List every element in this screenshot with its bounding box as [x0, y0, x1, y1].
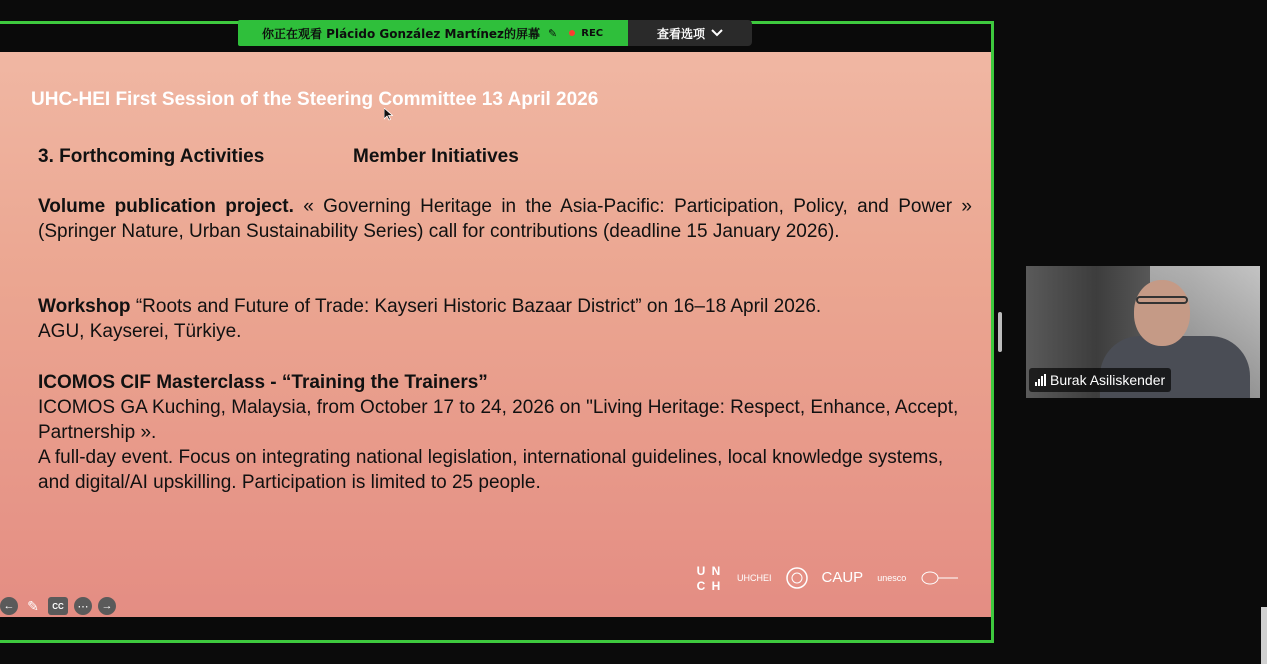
section-right: Member Initiatives	[353, 146, 519, 167]
participant-name: Burak Asiliskender	[1050, 372, 1166, 388]
section-left: 3. Forthcoming Activities	[38, 146, 265, 167]
icomos-paragraph	[38, 370, 972, 495]
next-icon[interactable]: →	[98, 597, 116, 615]
unc-letter: C	[696, 578, 706, 593]
more-icon[interactable]: ⋯	[74, 597, 92, 615]
volume-lead: Volume publication project.	[38, 196, 294, 217]
prev-icon[interactable]: ←	[0, 597, 18, 615]
unc-logo	[694, 564, 723, 593]
workshop-lead: Workshop	[38, 296, 131, 317]
captions-icon[interactable]: CC	[48, 597, 68, 615]
participant-name-tag	[1029, 368, 1171, 392]
unc-letter: H	[711, 578, 721, 593]
slide-controls	[0, 597, 116, 615]
person-head	[1134, 280, 1190, 346]
cursor-icon	[384, 108, 393, 121]
annotate-icon[interactable]: ✎	[27, 597, 39, 614]
rec-label: REC	[581, 27, 604, 39]
unesco-logo: unesco	[877, 573, 907, 583]
volume-paragraph	[38, 194, 972, 244]
sharing-banner	[238, 20, 628, 46]
view-options-label: 查看选项	[656, 26, 705, 41]
slide-title: UHC-HEI First Session of the Steering Committee 13 April 2026	[31, 89, 599, 110]
unc-letter: N	[711, 563, 721, 578]
caup-logo: CAUP	[821, 569, 864, 586]
signal-icon	[1035, 374, 1046, 386]
seal-icon	[786, 567, 808, 589]
unc-letter: U	[696, 563, 706, 578]
glasses	[1136, 296, 1188, 304]
rec-dot-icon	[569, 30, 575, 36]
presentation-slide	[0, 52, 991, 617]
sharing-text: 你正在观看 Plácido González Martínez的屏幕	[262, 26, 541, 41]
splitter-handle[interactable]	[998, 312, 1002, 352]
icomos-heading: ICOMOS CIF Masterclass - “Training the Trainers”	[38, 372, 488, 393]
right-edge-panel	[1261, 607, 1267, 664]
partner-logos	[694, 560, 960, 596]
icomos-line1: ICOMOS GA Kuching, Malaysia, from October 17 to 24, 2026 on "Living Heritage: Respect, Enhance, Accept, Partnership ».	[38, 397, 959, 443]
section-heading	[38, 146, 519, 168]
uhchei-logo: UHCHEI	[737, 573, 772, 583]
emblem-icon	[920, 570, 960, 586]
volume-text: « Governing Heritage in the Asia-Pacific: Participation, Policy, and Power » (Springer Nature, Urban Sustainability Series) call for contributions (deadline 15 January 2026).	[38, 196, 972, 242]
icomos-line2: A full-day event. Focus on integrating national legislation, international guidelines, local knowledge systems, and digital/AI upskilling. Participation is limited to 25 people.	[38, 447, 944, 493]
pen-icon: ✎	[548, 26, 558, 40]
workshop-text: “Roots and Future of Trade: Kayseri Historic Bazaar District” on 16–18 April 2026.	[130, 296, 822, 317]
workshop-paragraph	[38, 294, 972, 344]
view-options-button[interactable]	[628, 20, 752, 46]
workshop-location: AGU, Kayserei, Türkiye.	[38, 321, 242, 342]
chevron-down-icon	[711, 29, 723, 37]
